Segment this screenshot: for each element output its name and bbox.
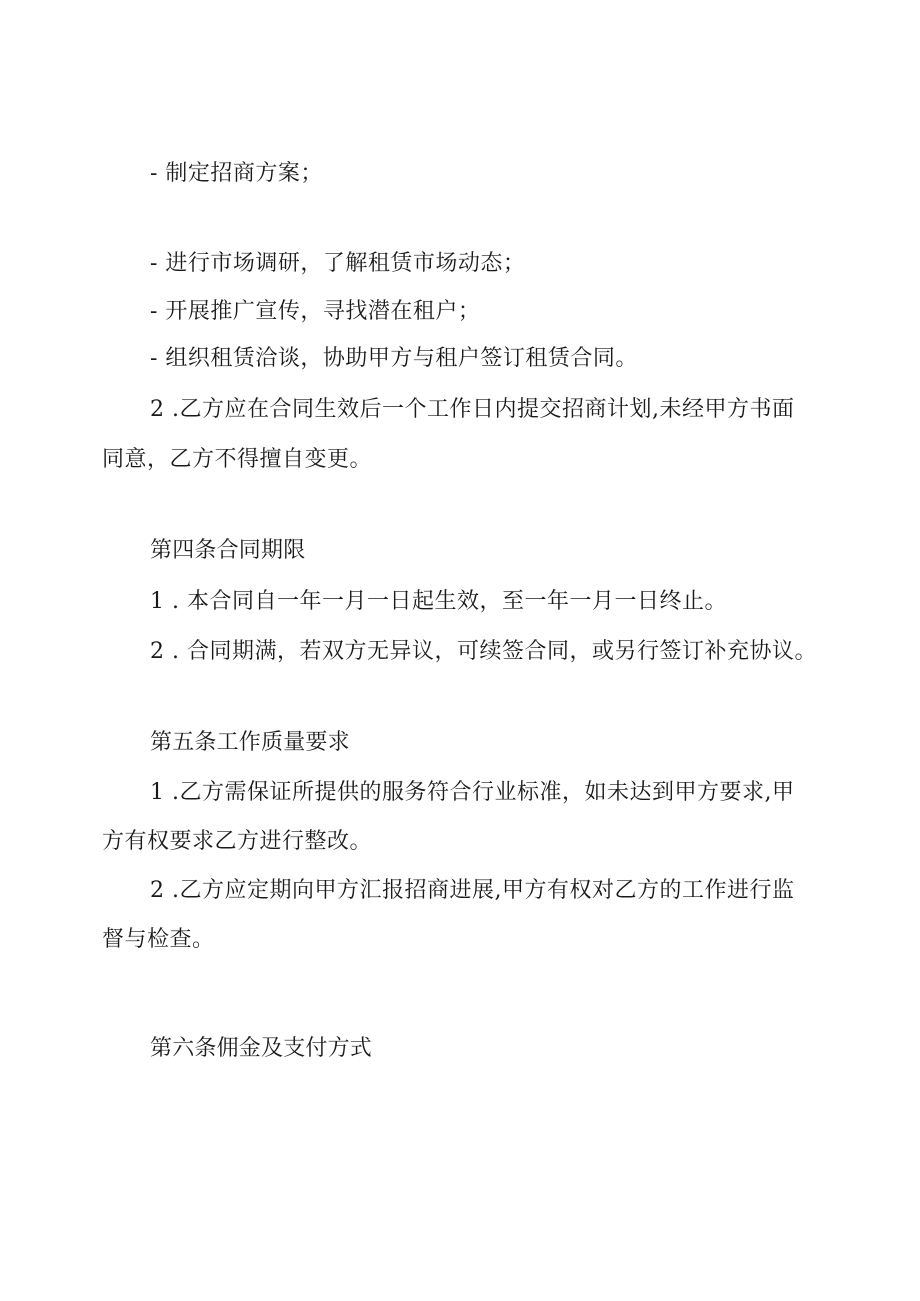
clause-paragraph: 1 . 本合同自一年一月一日起生效，至一年一月一日终止。 (150, 589, 727, 614)
clause-paragraph-continuation: 督与检查。 (102, 927, 215, 952)
clause-paragraph: 1 .乙方需保证所提供的服务符合行业标准，如未达到甲方要求,甲 (150, 780, 795, 805)
clause-paragraph: 2 .乙方应定期向甲方汇报招商进展,甲方有权对乙方的工作进行监 (150, 878, 795, 903)
clause-paragraph-continuation: 方有权要求乙方进行整改。 (102, 829, 373, 854)
clause-paragraph: 2 . 合同期满，若双方无异议，可续签合同，或另行签订补充协议。 (150, 639, 817, 664)
section-heading: 第五条工作质量要求 (150, 730, 350, 755)
clause-paragraph-continuation: 同意，乙方不得擅自变更。 (102, 447, 373, 472)
bullet-item: - 制定招商方案； (150, 161, 323, 186)
clause-paragraph: 2 .乙方应在合同生效后一个工作日内提交招商计划,未经甲方书面 (150, 397, 795, 422)
bullet-item: - 组织租赁洽谈，协助甲方与租户签订租赁合同。 (150, 346, 638, 371)
section-heading: 第四条合同期限 (150, 538, 306, 563)
section-heading: 第六条佣金及支付方式 (150, 1036, 373, 1061)
bullet-item: - 开展推广宣传，寻找潜在租户； (150, 299, 481, 324)
bullet-item: - 进行市场调研，了解租赁市场动态； (150, 251, 526, 276)
